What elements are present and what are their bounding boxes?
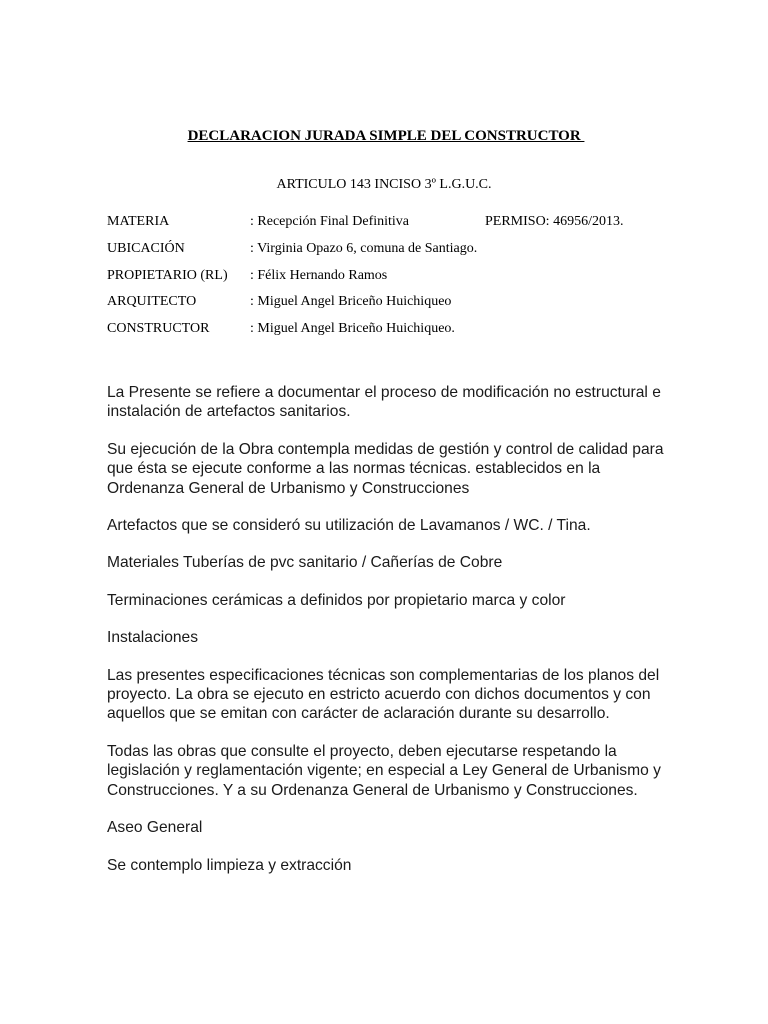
paragraph: Materiales Tuberías de pvc sanitario / Cañerías de Cobre (107, 554, 503, 572)
document-title: DECLARACION JURADA SIMPLE DEL CONSTRUCTOR (187, 128, 585, 144)
field-value: : Miguel Angel Briceño Huichiqueo (250, 294, 452, 310)
field-value: : Miguel Angel Briceño Huichiqueo. (250, 321, 455, 337)
field-label: UBICACIÓN (107, 240, 185, 256)
field-label: ARQUITECTO (107, 294, 197, 310)
permit-number: PERMISO: 46956/2013. (485, 214, 624, 229)
paragraph: Terminaciones cerámicas a definidos por propietario marca y color (107, 591, 566, 609)
paragraph: Se contemplo limpieza y extracción (107, 856, 352, 874)
paragraph: Todas las obras que consulte el proyecto, deben ejecutarse respetando la legislación y reglamentación vigente; en especial a Ley General de Urbanismo y Construcciones. Y a su Ordenanza General de Urbanismo y Construcciones. (107, 742, 661, 799)
paragraph: Las presentes especificaciones técnicas son complementarias de los planos del proyecto. La obra se ejecuto en estricto acuerdo con dichos documentos y con aquellos que se emitan con carácter de aclaración durante su desarrollo. (107, 666, 660, 723)
field-label: PROPIETARIO (RL) (107, 267, 228, 283)
field-value: : Virginia Opazo 6, comuna de Santiago. (250, 240, 478, 256)
paragraph: Su ejecución de la Obra contempla medidas de gestión y control de calidad para que ésta se ejecute conforme a las normas técnicas. establecidos en la Ordenanza General de Urbanismo y Construcciones (107, 440, 664, 497)
document-subtitle: ARTICULO 143 INCISO 3º L.G.U.C. (276, 177, 492, 192)
field-label: CONSTRUCTOR (107, 321, 210, 337)
section-heading: Aseo General (107, 819, 203, 837)
document-body (107, 383, 667, 893)
field-label: MATERIA (107, 214, 170, 229)
section-heading: Instalaciones (107, 629, 199, 647)
paragraph: Artefactos que se consideró su utilización de Lavamanos / WC. / Tina. (107, 517, 591, 535)
field-value: : Félix Hernando Ramos (250, 267, 388, 283)
paragraph: La Presente se refiere a documentar el proceso de modificación no estructural e instalación de artefactos sanitarios. (107, 384, 661, 421)
field-value: : Recepción Final Definitiva (250, 214, 410, 229)
